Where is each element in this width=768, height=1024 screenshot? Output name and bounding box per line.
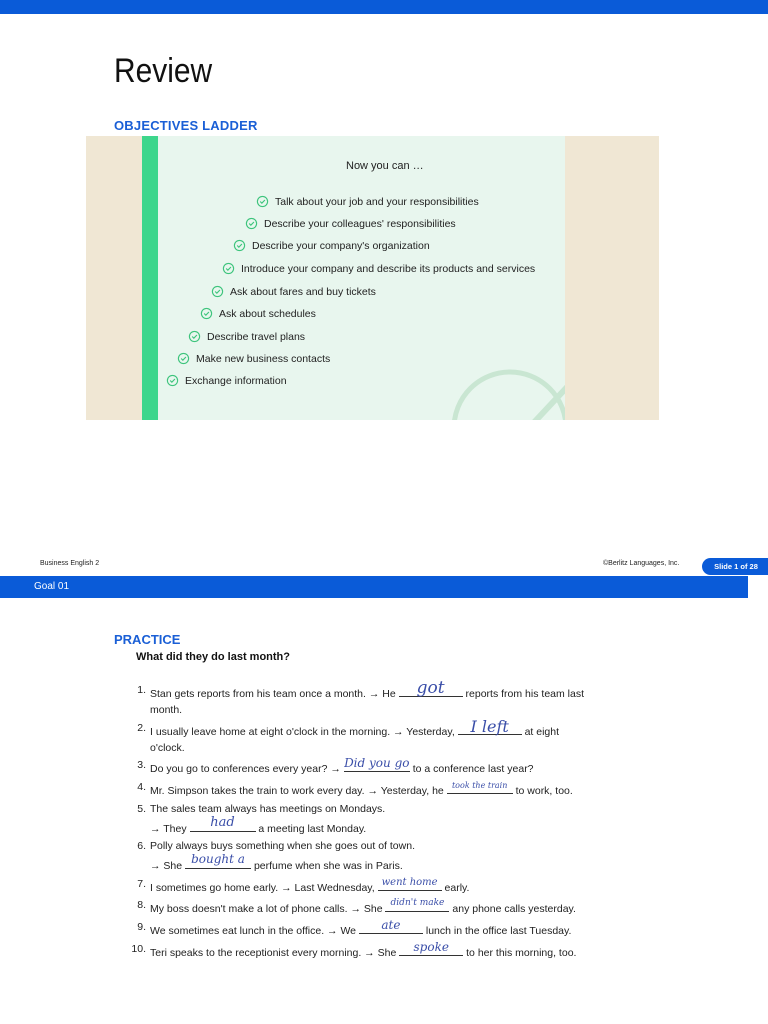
exercise-prompt: I usually leave home at eight o'clock in the morning. → Yesterday, — [150, 726, 455, 738]
objective-text: Ask about fares and buy tickets — [230, 285, 376, 298]
handwritten-answer: went home — [381, 876, 438, 888]
exercise-number: 3. — [137, 759, 146, 771]
exercise-continuation: lunch in the office last Tuesday. — [425, 925, 572, 937]
objective-item — [188, 330, 305, 343]
objective-item — [177, 352, 330, 365]
page-title: Review — [114, 52, 213, 90]
handwritten-answer: took the train — [451, 780, 508, 790]
handwritten-answer: got — [416, 677, 445, 698]
handwritten-answer: ate — [381, 917, 401, 932]
answer-blank[interactable] — [458, 716, 522, 736]
exercise-continuation: to a conference last year? — [412, 763, 534, 775]
slide-number-badge: Slide 1 of 28 — [702, 558, 768, 575]
top-accent-bar — [0, 0, 768, 14]
objective-text: Introduce your company and describe its products and services — [241, 262, 536, 275]
exercise-prompt: The sales team always has meetings on Mondays. — [150, 803, 386, 815]
exercise-prompt: Polly always buys something when she goes out of town. — [150, 840, 415, 852]
handwritten-answer: had — [210, 815, 235, 830]
objective-text: Describe travel plans — [207, 330, 306, 343]
goal-label: Goal 01 — [34, 581, 70, 592]
exercise-number: 1. — [137, 684, 146, 696]
handwritten-answer: I left — [470, 716, 509, 736]
exercise-continuation: early. — [444, 882, 470, 894]
answer-blank[interactable] — [359, 917, 423, 934]
objective-item — [222, 262, 535, 275]
exercise-continuation: reports from his team last — [465, 688, 584, 700]
answer-blank[interactable] — [185, 852, 251, 869]
exercise-prompt: Teri speaks to the receptionist every morning. → She — [150, 947, 397, 959]
objective-item — [200, 307, 316, 320]
handwritten-answer: bought a — [191, 852, 245, 866]
practice-heading: PRACTICE — [114, 632, 181, 647]
answer-blank[interactable] — [399, 939, 463, 956]
objective-text: Exchange information — [185, 374, 287, 387]
exercise-continuation: perfume when she was in Paris. — [253, 859, 403, 872]
ladder-accent-stripe — [142, 136, 158, 420]
exercise-continuation: to work, too. — [515, 785, 573, 797]
exercise-continuation: a meeting last Monday. — [258, 822, 367, 835]
handwritten-answer: spoke — [413, 939, 449, 954]
objective-text: Describe your company's organization — [252, 239, 430, 252]
course-name: Business English 2 — [40, 560, 100, 567]
exercise-continuation: to her this morning, too. — [466, 947, 577, 959]
now-you-can-label: Now you can … — [346, 160, 424, 172]
exercise-line2: → She — [150, 859, 183, 872]
exercise-prompt: We sometimes eat lunch in the office. → We — [150, 925, 357, 937]
handwritten-answer: Did you go — [344, 755, 410, 770]
exercise-number: 4. — [137, 781, 146, 793]
objective-item — [211, 285, 376, 298]
exercise-number: 6. — [137, 840, 146, 852]
objective-text: Make new business contacts — [196, 352, 331, 365]
answer-blank[interactable] — [378, 877, 442, 891]
answer-blank[interactable] — [344, 755, 410, 772]
handwritten-answer: didn't make — [390, 897, 445, 908]
objective-item — [256, 195, 479, 208]
exercise-number: 10. — [131, 943, 146, 955]
answer-blank[interactable] — [447, 780, 513, 794]
exercise-prompt: Stan gets reports from his team once a month. → He — [150, 688, 396, 700]
answer-blank[interactable] — [385, 898, 449, 912]
copyright-text: ©Berlitz Languages, Inc. — [603, 560, 680, 567]
answer-blank[interactable] — [399, 677, 463, 698]
check-circle-icon — [211, 285, 224, 298]
objective-item — [245, 217, 456, 230]
exercise-number: 7. — [137, 878, 146, 890]
check-circle-icon — [200, 307, 213, 320]
answer-blank[interactable] — [190, 815, 256, 832]
objective-item — [166, 374, 287, 387]
objective-text: Ask about schedules — [219, 307, 316, 320]
goal-bar — [0, 576, 748, 598]
exercise-prompt: Do you go to conferences every year? → — [150, 763, 341, 775]
check-circle-icon — [233, 239, 246, 252]
exercise-prompt: Mr. Simpson takes the train to work every day. → Yesterday, he — [150, 785, 444, 797]
exercise-line2: month. — [150, 703, 183, 716]
objectives-heading: OBJECTIVES LADDER — [114, 118, 258, 133]
check-circle-icon — [222, 262, 235, 275]
exercise-prompt: My boss doesn't make a lot of phone calls. → She — [150, 903, 383, 915]
exercise-continuation: at eight — [524, 726, 560, 738]
check-circle-icon — [166, 374, 179, 387]
exercise-number: 5. — [137, 803, 146, 815]
objective-item — [233, 239, 430, 252]
check-circle-icon — [177, 352, 190, 365]
exercise-number: 9. — [137, 921, 146, 933]
exercise-prompt: I sometimes go home early. → Last Wednesday, — [150, 882, 375, 894]
exercise-line2: o'clock. — [150, 741, 185, 754]
objective-text: Describe your colleagues' responsibilities — [264, 217, 456, 230]
practice-question: What did they do last month? — [136, 651, 290, 663]
exercise-number: 2. — [137, 722, 146, 734]
check-circle-icon — [245, 217, 258, 230]
large-check-icon — [450, 368, 565, 420]
exercise-continuation: any phone calls yesterday. — [452, 903, 576, 915]
check-circle-icon — [188, 330, 201, 343]
exercise-line2: → They — [150, 822, 187, 835]
check-circle-icon — [256, 195, 269, 208]
exercise-number: 8. — [137, 899, 146, 911]
objectives-ladder-panel — [86, 136, 659, 420]
objective-text: Talk about your job and your responsibilities — [275, 195, 479, 208]
